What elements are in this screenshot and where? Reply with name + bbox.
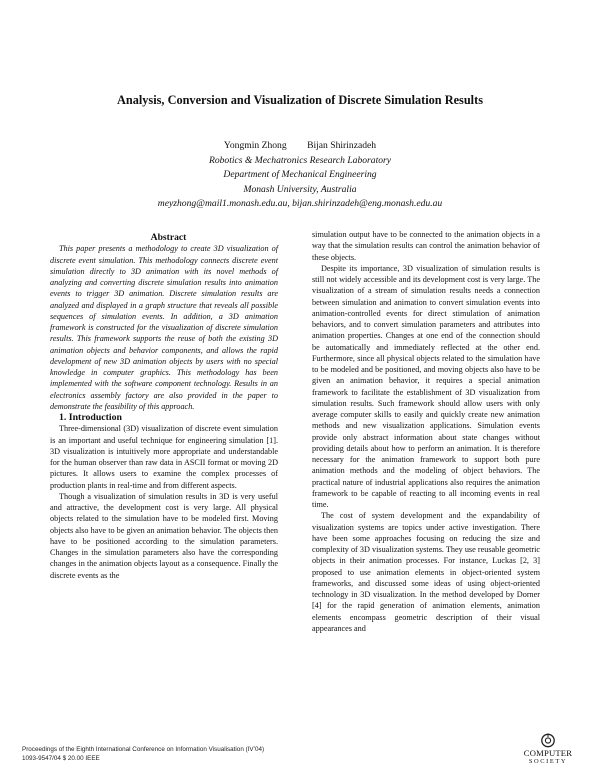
author-names <box>0 139 600 154</box>
abstract-heading: Abstract <box>150 232 187 243</box>
section-heading-introduction: 1. Introduction <box>59 412 122 423</box>
body-paragraph: The cost of system development and the expandability of visualization systems are topics under active investigation. There have been some approaches focusing on reducing the size and complexity of 3D visualization systems. They use reusable geometric objects in their animation processes. For instance, Luckas [2, 3] proposed to use animation elements in object-oriented system frameworks, and discussed some ideas of using object-oriented technology in 3D visualization. In the method developed by Dorner [4] for the rapid generation of animation elements, animation elements encompass geometric description of their visual appearances and <box>312 511 540 633</box>
body-paragraph: simulation output have to be connected to the animation objects in a way that the simulation results can control the animation behavior of these objects. <box>312 230 540 262</box>
affiliation-university: Monash University, Australia <box>243 183 357 195</box>
proceedings-line: Proceedings of the Eighth International Conference on Information Visualisation (IV’04) <box>22 746 265 753</box>
proceedings-footer <box>22 746 264 763</box>
author-emails: meyzhong@mail1.monash.edu.au, bijan.shirinzadeh@eng.monash.edu.au <box>157 198 443 210</box>
logo-line-society: SOCIETY <box>528 758 568 765</box>
abstract-text: This paper presents a methodology to create 3D visualization of discrete event simulation. This methodology connects discrete event simulation directly to 3D animation with its novel methods of analyzing and converting discrete simulation results into animation events to trigger 3D animation. Discrete simulation results are analyzed and displayed in a graph structure that reveals all possible sequences of simulation events. In addition, a 3D animation framework is constructed for the visualization of discrete simulation results. This framework supports the reuse of both the existing 3D animation objects and behavior components, and allows the rapid development of new 3D animation objects by users with no special knowledge in computer graphics. This methodology has been implemented with the software component technology. Results in an electronics assembly factory are also provided in the paper to demonstrate the feasibility of this approach. <box>50 244 278 411</box>
body-paragraph: Three-dimensional (3D) visualization of discrete event simulation is an important and useful technique for engineering simulation [1]. 3D visualization is intuitively more appropriate and understandable for the human observer than raw data in ASCII format or moving 2D pictures. It allows users to examine the complex processes of production plants in real-time and from different aspects. <box>50 424 278 490</box>
left-column <box>50 232 278 581</box>
paper-title: Analysis, Conversion and Visualization of Discrete Simulation Results <box>117 93 483 107</box>
author-block <box>0 139 600 212</box>
body-paragraph: Despite its importance, 3D visualization of simulation results is still not widely accessible and its development cost is very large. The visualization of a stream of simulation results needs a connection between simulation and animation to convert simulation events into animation-controlled events for direct stimulation of animation behaviors, and to convert simulation parameters and attributes into animation properties. Changes at one end of the connection should be automatically and immediately reflected at the other end. Furthermore, since all physical objects related to the simulation have to be modeled and be positioned, and moving objects also have to be given an animation behavior, it requires a special animation framework to facilitate the establishment of 3D visualization from simulation results. Such framework should allow users with only average computer skills to easily and quickly create new animation methods and new visualization applications. Simulation events provide only abstract information about state changes without providing details about how to perform an animation. It is therefore necessary for the animation framework to support both pure animation methods and the modeling of object behaviors. The practical nature of industrial applications also requires the animation framework to be capable of reacting to all incoming events in real time. <box>312 263 540 509</box>
author-name: Yongmin Zhong <box>223 140 287 151</box>
affiliation-lab: Robotics & Mechatronics Research Laboratory <box>208 154 392 166</box>
body-paragraph: Though a visualization of simulation results in 3D is very useful and attractive, the development cost is very large. All physical objects related to the simulation have to be modeled first. Moving objects also have to be given an animation behavior. The objects then have to be positioned according to the simulation parameters. Changes in the simulation parameters also have the corresponding changes in the animation objects layout as a consequence. Finally the discrete events as the <box>50 491 278 580</box>
logo-line-computer: COMPUTER <box>523 748 573 758</box>
right-column <box>312 229 540 634</box>
issn-line: 1093-9547/04 $ 20.00 IEEE <box>22 754 100 762</box>
affiliation-department: Department of Mechanical Engineering <box>223 169 377 181</box>
computer-society-emblem-icon <box>537 733 559 748</box>
author-name: Bijan Shirinzadeh <box>307 140 377 151</box>
computer-society-logo <box>515 733 581 767</box>
